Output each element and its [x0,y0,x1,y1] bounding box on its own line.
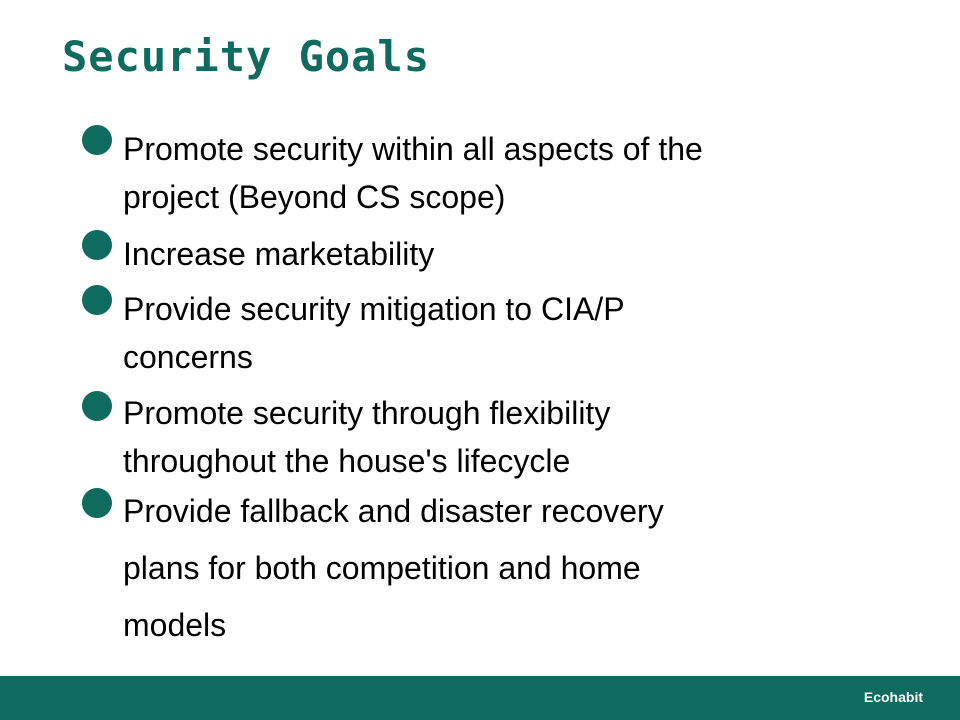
footer-label: Ecohabit [863,689,923,705]
bullet-dot-icon [82,391,112,421]
footer-bar [0,676,960,720]
bullet-text: Promote security through flexibility throughout the house's lifecycle [123,395,611,479]
bullet-text: Increase marketability [123,236,435,272]
bullet-text: Provide security mitigation to CIA/P concerns [123,291,625,375]
bullet-dot-icon [82,125,112,155]
bullet-dot-icon [82,488,112,518]
bullet-text: Provide fallback and disaster recovery plans for both competition and home models [123,493,664,643]
bullet-dot-icon [82,285,112,315]
bullet-text: Promote security within all aspects of the project (Beyond CS scope) [123,131,703,215]
slide-title: Security Goals [62,32,431,81]
bullet-dot-icon [82,230,112,260]
